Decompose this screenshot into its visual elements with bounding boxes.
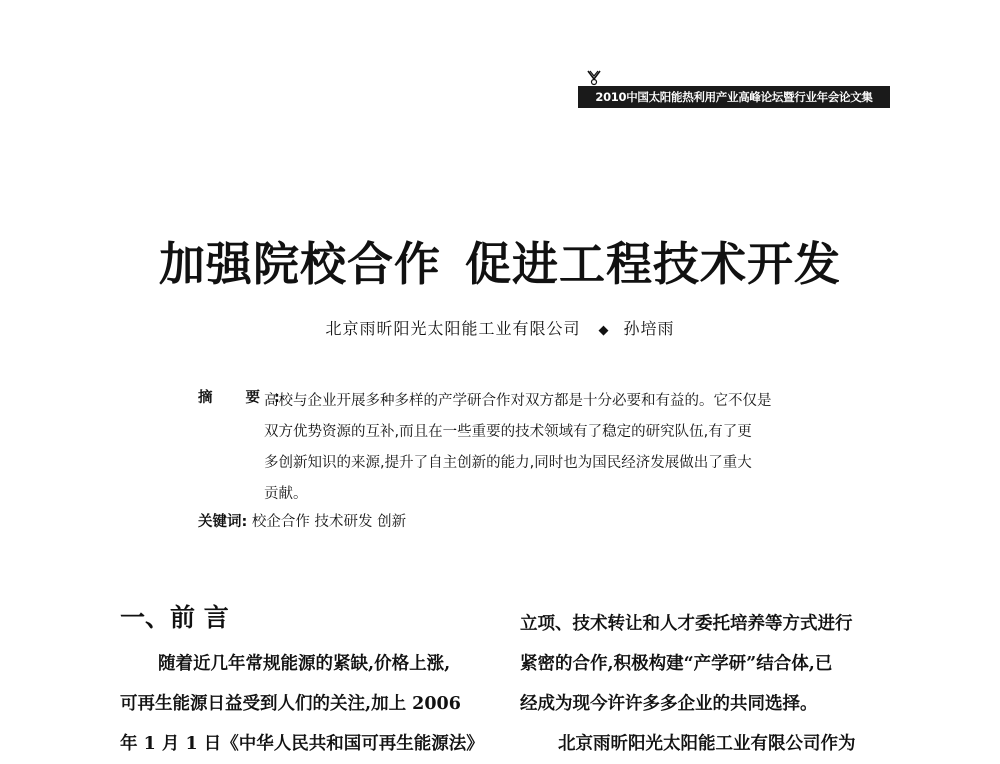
byline-separator-icon: ◆ (598, 323, 610, 338)
title-part-1: 加强院校合作 (159, 237, 441, 291)
proceedings-banner: 2010中国太阳能热利用产业高峰论坛暨行业年会论文集 (578, 86, 890, 108)
right-column (520, 604, 900, 764)
body-line: 北京雨昕阳光太阳能工业有限公司作为 (558, 734, 856, 754)
abstract-body (264, 386, 834, 510)
abstract-line: 多创新知识的来源,提升了自主创新的能力,同时也为国民经济发展做出了重大 (264, 455, 752, 471)
left-column (120, 644, 500, 764)
body-line: 紧密的合作,积极构建“产学研”结合体,已 (520, 654, 833, 674)
author-name: 孙培雨 (623, 319, 675, 338)
keywords (198, 510, 406, 531)
body-line: 年 1 月 1 日《中华人民共和国可再生能源法》 (120, 734, 484, 754)
paper-title (0, 228, 1000, 294)
keywords-label: 关键词: (198, 514, 248, 530)
title-part-2: 促进工程技术开发 (465, 237, 841, 291)
abstract-line: 高校与企业开展多种多样的产学研合作对双方都是十分必要和有益的。它不仅是 (264, 393, 772, 409)
body-line: 立项、技术转让和人才委托培养等方式进行 (520, 614, 853, 634)
body-line: 随着近几年常规能源的紧缺,价格上涨, (158, 654, 451, 674)
author-organization: 北京雨昕阳光太阳能工业有限公司 (325, 319, 581, 338)
byline (0, 316, 1000, 339)
abstract-line: 贡献。 (264, 486, 308, 502)
keywords-value: 校企合作 技术研发 创新 (251, 514, 407, 530)
body-line: 可再生能源日益受到人们的关注,加上 2006 (120, 694, 461, 714)
abstract-label: 摘 要: (198, 390, 294, 406)
body-line: 经成为现今许许多多企业的共同选择。 (520, 694, 818, 714)
banner-logo-icon (587, 70, 601, 86)
abstract-line: 双方优势资源的互补,而且在一些重要的技术领域有了稳定的研究队伍,有了更 (264, 424, 752, 440)
section-heading: 一、前 言 (120, 603, 229, 632)
